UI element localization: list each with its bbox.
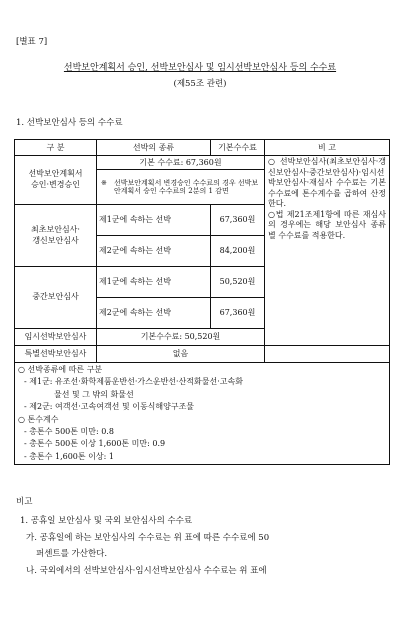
category-intermediate: 중간보안심사 <box>15 267 97 329</box>
fee-table <box>14 139 390 465</box>
note-mark: ※ <box>101 178 107 187</box>
section-heading: 1. 선박보안심사 등의 수수료 <box>16 118 123 128</box>
footnote-line: ○ 선박종류에 따른 구분 <box>18 365 103 374</box>
remarks-list <box>20 513 390 579</box>
remark-item: 나. 국외에서의 선박보안심사·임시선박보안심사 수수료는 위 표에 <box>26 565 267 576</box>
header-ship-type: 선박의 종류 <box>97 140 211 156</box>
table-footnote-row <box>15 363 390 465</box>
remark-item: 가. 공휴일에 하는 보안심사의 수수료는 위 표에 따른 수수료에 50 <box>26 532 270 543</box>
remarks-heading: 비고 <box>16 497 33 507</box>
ship-class-1: 제1군에 속하는 선박 <box>97 267 211 298</box>
remark-item: 퍼센트를 가산한다. <box>36 549 108 560</box>
footnote-line: - 총톤수 500톤 이상 1,600톤 미만: 0.9 <box>24 439 166 449</box>
base-fee-plan: 기본 수수료: 67,360원 <box>97 156 265 170</box>
table-row <box>15 346 390 363</box>
category-initial-renewal: 최초보안심사· 갱신보안심사 <box>15 205 97 267</box>
footnote-line: ○ 톤수계수 <box>18 414 59 424</box>
fee-value: 기본수수료: 50,520원 <box>97 329 265 346</box>
fee-value: 67,360원 <box>211 205 265 236</box>
fee-value: 67,360원 <box>211 298 265 329</box>
document-subtitle: (제55조 관련) <box>173 79 227 89</box>
remark-paragraph: ○선박보안심사(최초보안심사·갱신보안심사·중간보안심사)·임시선박보안심사·재심사 수수료는 기본수수료에 톤수계수를 곱하여 산정한다. <box>268 157 386 209</box>
remarks-empty <box>265 346 390 363</box>
footnote-line: - 총톤수 1,600톤 이상: 1 <box>24 451 114 461</box>
footnote-line: - 제2군: 여객선·고속여객선 및 이동식해양구조물 <box>24 402 195 412</box>
ship-class-2: 제2군에 속하는 선박 <box>97 236 211 267</box>
remarks-column <box>265 156 390 346</box>
ship-class-2: 제2군에 속하는 선박 <box>97 298 211 329</box>
table-row <box>15 156 390 170</box>
footnote-line: 물선 및 그 밖의 화물선 <box>54 389 134 399</box>
header-base-fee: 기본수수료 <box>211 140 265 156</box>
document-title: 선박보안계획서 승인, 선박보안심사 및 임시선박보안심사 등의 수수료 <box>63 63 337 73</box>
fee-value: 84,200원 <box>211 236 265 267</box>
plan-note <box>97 170 265 205</box>
header-remarks: 비 고 <box>265 140 390 156</box>
remark-item: 1. 공휴일 보안심사 및 국외 보안심사의 수수료 <box>20 516 193 526</box>
category-temporary: 임시선박보안심사 <box>15 329 97 346</box>
footnote-line: - 총톤수 500톤 미만: 0.8 <box>24 426 114 436</box>
table-header-row <box>15 140 390 156</box>
footnote-line: - 제1군: 유조선·화학제품운반선·가스운반선·산적화물선·고속화 <box>24 377 243 387</box>
remark-paragraph: ○법 제21조제1항에 따른 재심사의 경우에는 해당 보안심사 종류별 수수료를 적용한다. <box>268 209 386 240</box>
fee-value: 50,520원 <box>211 267 265 298</box>
fee-value: 없음 <box>97 346 265 363</box>
note-text: 선박보안계획서 변경승인 수수료의 경우 선박보안계획서 승인 수수료의 2분의 1 감면 <box>114 178 259 195</box>
annex-tag: [별표 7] <box>16 37 48 47</box>
category-plan-approval: 선박보안계획서 승인·변경승인 <box>15 156 97 205</box>
category-special: 특별선박보안심사 <box>15 346 97 363</box>
header-category: 구 분 <box>15 140 97 156</box>
ship-class-1: 제1군에 속하는 선박 <box>97 205 211 236</box>
footnote-cell <box>15 363 390 465</box>
